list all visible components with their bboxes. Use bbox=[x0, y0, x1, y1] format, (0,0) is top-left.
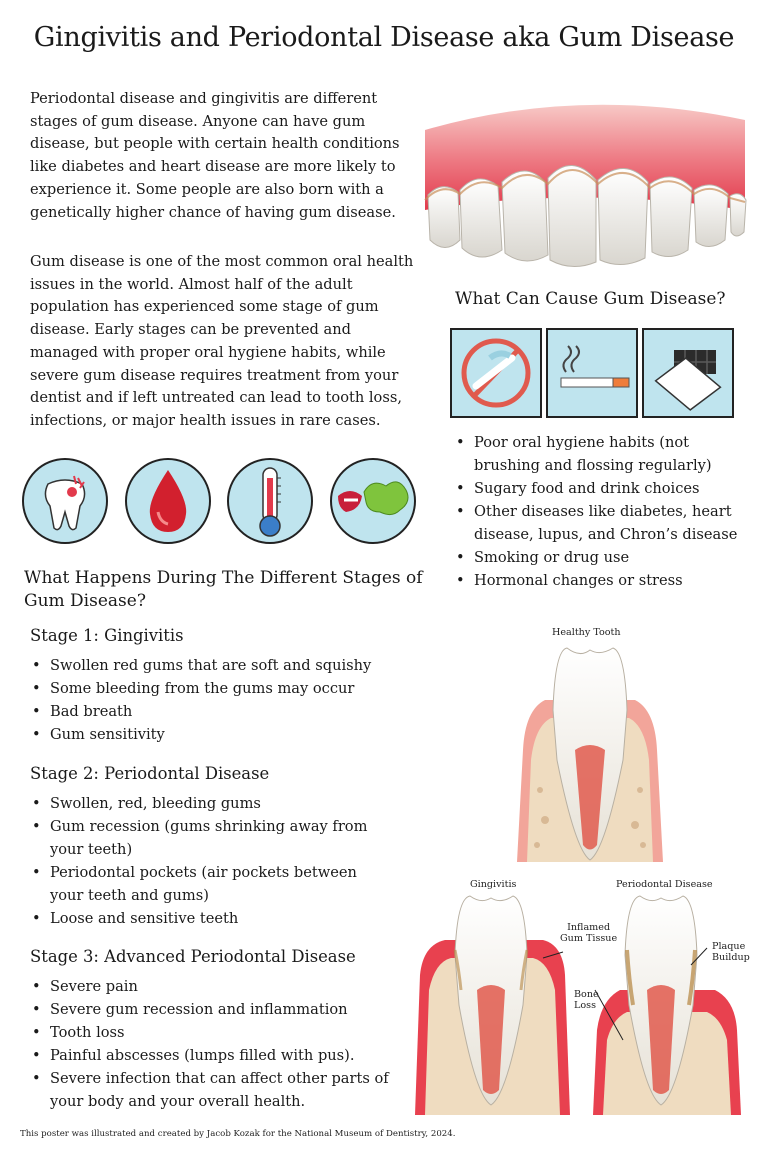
list-item: • Other diseases like diabetes, heart disease, lupus, and Chron’s disease bbox=[454, 500, 754, 546]
causes-icons-row bbox=[450, 328, 740, 420]
gums-teeth-illustration bbox=[420, 90, 750, 270]
cigarette-icon bbox=[547, 329, 637, 417]
list-item: • Gum sensitivity bbox=[30, 723, 410, 746]
stage-1-list bbox=[30, 654, 410, 746]
causes-heading: What Can Cause Gum Disease? bbox=[455, 289, 726, 309]
stage-2-list bbox=[30, 792, 382, 930]
gingivitis-label: Gingivitis bbox=[470, 879, 517, 890]
stage-3-title: Stage 3: Advanced Periodontal Disease bbox=[30, 947, 356, 966]
causes-list bbox=[454, 431, 754, 592]
list-item: • Sugary food and drink choices bbox=[454, 477, 754, 500]
plaque-buildup-label: Plaque Buildup bbox=[712, 941, 750, 963]
chocolate-icon bbox=[643, 329, 733, 417]
stage-2-title: Stage 2: Periodontal Disease bbox=[30, 764, 270, 783]
bad-breath-icon bbox=[331, 459, 415, 543]
list-item: • Tooth loss bbox=[30, 1021, 390, 1044]
no-toothbrush-icon bbox=[451, 329, 541, 417]
stages-heading: What Happens During The Different Stages of Gum Disease? bbox=[24, 568, 423, 611]
list-item: • Severe pain bbox=[30, 975, 390, 998]
intro-paragraph-1: Periodontal disease and gingivitis are different stages of gum disease. Anyone can have gum disease, but people with certain health conditions like diabetes and heart disease are more likely to experience it. Some people are also born with a genetically higher chance of having gum disease. bbox=[30, 90, 400, 221]
blood-drop-icon bbox=[126, 459, 210, 543]
list-item: • Swollen red gums that are soft and squishy bbox=[30, 654, 410, 677]
list-item: • Hormonal changes or stress bbox=[454, 569, 754, 592]
periodontal-label: Periodontal Disease bbox=[616, 879, 713, 890]
bone-loss-label: Bone Loss bbox=[574, 989, 599, 1011]
stage-3-list bbox=[30, 975, 390, 1113]
list-item: • Some bleeding from the gums may occur bbox=[30, 677, 410, 700]
tooth-pain-icon bbox=[23, 459, 107, 543]
thermometer-icon bbox=[228, 459, 312, 543]
list-item: • Painful abscesses (lumps filled with pus). bbox=[30, 1044, 390, 1067]
list-item: • Severe infection that can affect other parts of your body and your overall health. bbox=[30, 1067, 390, 1113]
healthy-tooth-label: Healthy Tooth bbox=[552, 627, 621, 638]
inflamed-gum-label: Inflamed Gum Tissue bbox=[560, 922, 618, 944]
list-item: • Loose and sensitive teeth bbox=[30, 907, 382, 930]
list-item: • Severe gum recession and inflammation bbox=[30, 998, 390, 1021]
symptom-icons-row bbox=[20, 456, 420, 550]
list-item: • Smoking or drug use bbox=[454, 546, 754, 569]
list-item: • Periodontal pockets (air pockets between your teeth and gums) bbox=[30, 861, 382, 907]
intro-paragraph-2: Gum disease is one of the most common oral health issues in the world. Almost half of the adult population has experienced some stage of gum disease. Early stages can be prevented and managed with proper oral hygiene habits, while severe gum disease requires treatment from your dentist and if left untreated can lead to tooth loss, infections, or major health issues in rare cases. bbox=[30, 253, 414, 429]
healthy-tooth-diagram bbox=[505, 640, 675, 862]
list-item: • Gum recession (gums shrinking away from your teeth) bbox=[30, 815, 382, 861]
list-item: • Bad breath bbox=[30, 700, 410, 723]
list-item: • Poor oral hygiene habits (not brushing and flossing regularly) bbox=[454, 431, 754, 477]
page-title: Gingivitis and Periodontal Disease aka Gum Disease bbox=[33, 22, 735, 53]
list-item: • Swollen, red, bleeding gums bbox=[30, 792, 382, 815]
footer-credit: This poster was illustrated and created by Jacob Kozak for the National Museum of Dentistry, 2024. bbox=[20, 1129, 456, 1139]
stage-1-title: Stage 1: Gingivitis bbox=[30, 626, 184, 645]
